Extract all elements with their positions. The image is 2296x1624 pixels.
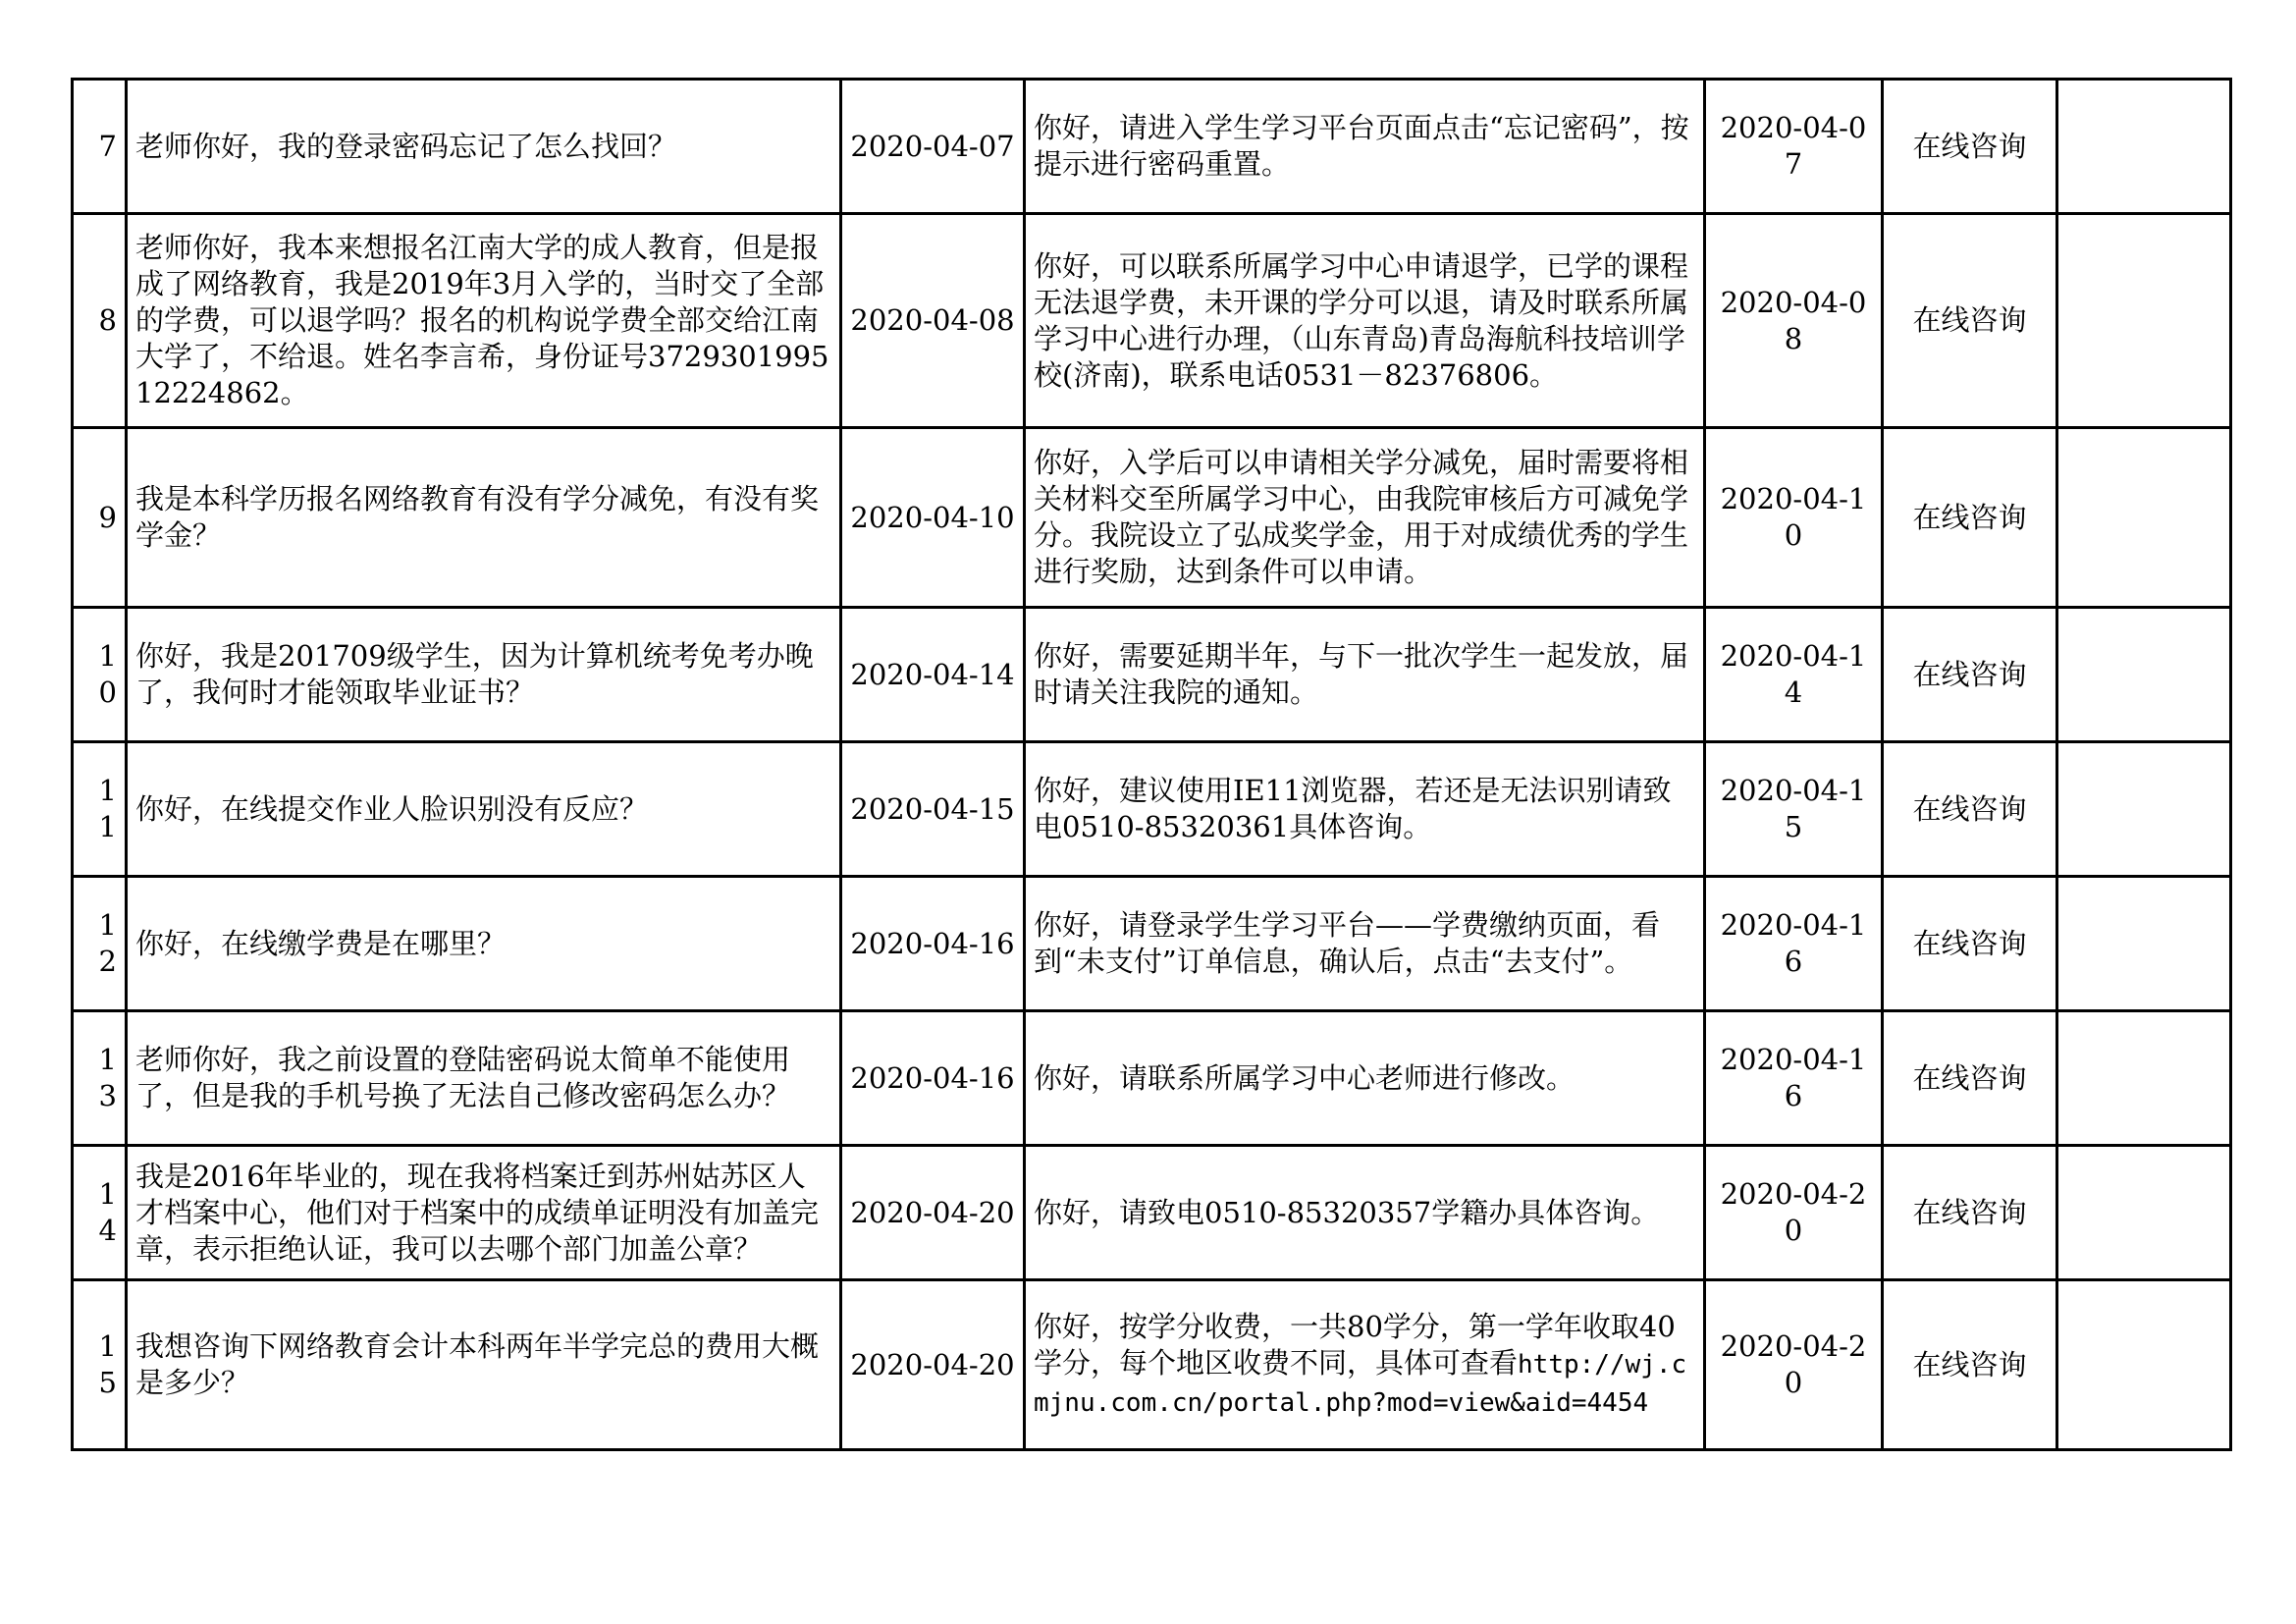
question-cell: 老师你好，我的登录密码忘记了怎么找回？ [127,80,841,214]
answer-date: 2020-04-08 [1705,214,1883,428]
answer-cell: 你好，请联系所属学习中心老师进行修改。 [1025,1011,1705,1146]
question-date: 2020-04-15 [841,742,1025,877]
remark-cell [2057,214,2231,428]
remark-cell [2057,80,2231,214]
remark-cell [2057,1011,2231,1146]
question-date: 2020-04-14 [841,608,1025,742]
consult-type: 在线咨询 [1883,608,2057,742]
remark-cell [2057,742,2231,877]
answer-cell: 你好，请进入学生学习平台页面点击“忘记密码”，按提示进行密码重置。 [1025,80,1705,214]
table-row [73,1146,2231,1280]
table-row [73,1280,2231,1450]
question-cell: 你好，在线提交作业人脸识别没有反应？ [127,742,841,877]
question-date: 2020-04-16 [841,877,1025,1011]
table-row [73,1011,2231,1146]
row-number: 9 [73,428,127,608]
table-row [73,80,2231,214]
table-row [73,877,2231,1011]
row-number: 12 [73,877,127,1011]
answer-cell: 你好，可以联系所属学习中心申请退学，已学的课程无法退学费，未开课的学分可以退，请及时联系所属学习中心进行办理，（山东青岛)青岛海航科技培训学校(济南)，联系电话0531－82376806。 [1025,214,1705,428]
answer-date: 2020-04-07 [1705,80,1883,214]
remark-cell [2057,428,2231,608]
consult-type: 在线咨询 [1883,428,2057,608]
answer-cell: 你好，建议使用IE11浏览器，若还是无法识别请致电0510-85320361具体咨询。 [1025,742,1705,877]
question-date: 2020-04-20 [841,1146,1025,1280]
consultation-table [71,78,2232,1451]
question-date: 2020-04-10 [841,428,1025,608]
row-number: 10 [73,608,127,742]
row-number: 11 [73,742,127,877]
answer-cell: 你好，入学后可以申请相关学分减免，届时需要将相关材料交至所属学习中心，由我院审核后方可减免学分。我院设立了弘成奖学金，用于对成绩优秀的学生进行奖励，达到条件可以申请。 [1025,428,1705,608]
question-cell: 我是本科学历报名网络教育有没有学分减免，有没有奖学金？ [127,428,841,608]
question-date: 2020-04-07 [841,80,1025,214]
answer-date: 2020-04-16 [1705,1011,1883,1146]
answer-date: 2020-04-20 [1705,1146,1883,1280]
row-number: 15 [73,1280,127,1450]
question-cell: 我是2016年毕业的，现在我将档案迁到苏州姑苏区人才档案中心，他们对于档案中的成绩单证明没有加盖完章，表示拒绝认证，我可以去哪个部门加盖公章？ [127,1146,841,1280]
consult-type: 在线咨询 [1883,1146,2057,1280]
answer-cell: 你好，需要延期半年，与下一批次学生一起发放，届时请关注我院的通知。 [1025,608,1705,742]
question-date: 2020-04-20 [841,1280,1025,1450]
answer-date: 2020-04-14 [1705,608,1883,742]
answer-cell: 你好，请致电0510-85320357学籍办具体咨询。 [1025,1146,1705,1280]
question-date: 2020-04-08 [841,214,1025,428]
row-number: 7 [73,80,127,214]
answer-text: 你好，按学分收费，一共80学分，第一学年收取40学分，每个地区收费不同，具体可查看 [1034,1309,1676,1380]
table-row [73,742,2231,877]
question-cell: 你好，我是201709级学生，因为计算机统考免考办晚了，我何时才能领取毕业证书？ [127,608,841,742]
consult-type: 在线咨询 [1883,1011,2057,1146]
table-row [73,608,2231,742]
answer-date: 2020-04-15 [1705,742,1883,877]
table-row [73,428,2231,608]
remark-cell [2057,1146,2231,1280]
question-cell: 我想咨询下网络教育会计本科两年半学完总的费用大概是多少？ [127,1280,841,1450]
remark-cell [2057,608,2231,742]
row-number: 14 [73,1146,127,1280]
question-cell: 老师你好，我本来想报名江南大学的成人教育，但是报成了网络教育，我是2019年3月入学的，当时交了全部的学费，可以退学吗？报名的机构说学费全部交给江南大学了，不给退。姓名李言希，身份证号372930199512224862。 [127,214,841,428]
answer-date: 2020-04-10 [1705,428,1883,608]
answer-link[interactable]: http://wj.cmjnu.com.cn/portal.php?mod=view&aid=4454 [1034,1349,1687,1418]
question-cell: 你好，在线缴学费是在哪里？ [127,877,841,1011]
row-number: 13 [73,1011,127,1146]
question-cell: 老师你好，我之前设置的登陆密码说太简单不能使用了，但是我的手机号换了无法自己修改密码怎么办？ [127,1011,841,1146]
answer-cell: 你好，请登录学生学习平台——学费缴纳页面，看到“未支付”订单信息，确认后，点击“去支付”。 [1025,877,1705,1011]
consult-type: 在线咨询 [1883,1280,2057,1450]
question-date: 2020-04-16 [841,1011,1025,1146]
consult-type: 在线咨询 [1883,214,2057,428]
answer-cell [1025,1280,1705,1450]
consult-type: 在线咨询 [1883,742,2057,877]
answer-date: 2020-04-16 [1705,877,1883,1011]
row-number: 8 [73,214,127,428]
remark-cell [2057,1280,2231,1450]
answer-date: 2020-04-20 [1705,1280,1883,1450]
consult-type: 在线咨询 [1883,80,2057,214]
consult-type: 在线咨询 [1883,877,2057,1011]
remark-cell [2057,877,2231,1011]
table-row [73,214,2231,428]
